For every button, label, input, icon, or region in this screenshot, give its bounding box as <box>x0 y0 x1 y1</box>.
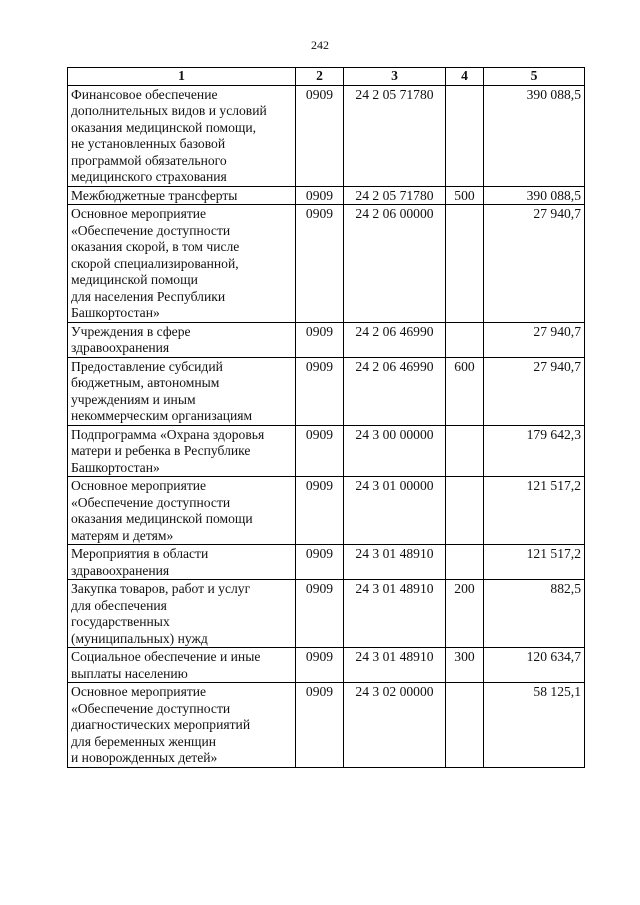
row-target-cell: 24 3 01 48910 <box>344 580 446 648</box>
table-row <box>68 477 585 545</box>
row-target-cell: 24 2 05 71780 <box>344 85 446 186</box>
row-name-cell: Мероприятия в области здравоохранения <box>68 545 296 580</box>
budget-table <box>67 67 585 768</box>
row-type-cell <box>446 322 484 357</box>
row-type-cell: 300 <box>446 648 484 683</box>
row-name-cell: Финансовое обеспечение дополнительных видов и условий оказания медицинской помощи, не установленных базовой программой обязательного медицинского страхования <box>68 85 296 186</box>
table-row <box>68 205 585 323</box>
row-name-cell: Основное мероприятие «Обеспечение доступности диагностических мероприятий для беременных женщин и новорожденных детей» <box>68 683 296 768</box>
header-row <box>68 68 585 86</box>
table-row <box>68 186 585 205</box>
row-target-cell: 24 3 02 00000 <box>344 683 446 768</box>
row-section-cell: 0909 <box>296 425 344 477</box>
row-amount-cell: 27 940,7 <box>484 322 585 357</box>
row-type-cell: 500 <box>446 186 484 205</box>
row-section-cell: 0909 <box>296 186 344 205</box>
table-row <box>68 683 585 768</box>
row-amount-cell: 882,5 <box>484 580 585 648</box>
row-type-cell <box>446 425 484 477</box>
row-section-cell: 0909 <box>296 477 344 545</box>
row-section-cell: 0909 <box>296 205 344 323</box>
row-amount-cell: 121 517,2 <box>484 545 585 580</box>
row-amount-cell: 27 940,7 <box>484 205 585 323</box>
header-col-2: 2 <box>296 68 344 86</box>
row-section-cell: 0909 <box>296 683 344 768</box>
row-target-cell: 24 2 06 46990 <box>344 357 446 425</box>
row-target-cell: 24 3 00 00000 <box>344 425 446 477</box>
page-number: 242 <box>311 38 329 52</box>
row-amount-cell: 120 634,7 <box>484 648 585 683</box>
header-col-5: 5 <box>484 68 585 86</box>
row-amount-cell: 121 517,2 <box>484 477 585 545</box>
row-target-cell: 24 3 01 48910 <box>344 648 446 683</box>
row-section-cell: 0909 <box>296 545 344 580</box>
row-target-cell: 24 2 06 46990 <box>344 322 446 357</box>
row-type-cell <box>446 683 484 768</box>
row-amount-cell: 58 125,1 <box>484 683 585 768</box>
row-target-cell: 24 3 01 00000 <box>344 477 446 545</box>
header-col-4: 4 <box>446 68 484 86</box>
table-row <box>68 580 585 648</box>
table-row <box>68 545 585 580</box>
row-amount-cell: 390 088,5 <box>484 85 585 186</box>
row-name-cell: Основное мероприятие «Обеспечение доступности оказания медицинской помощи матерям и детям» <box>68 477 296 545</box>
table-header <box>68 68 585 86</box>
row-type-cell <box>446 545 484 580</box>
row-section-cell: 0909 <box>296 357 344 425</box>
row-type-cell <box>446 85 484 186</box>
row-name-cell: Основное мероприятие «Обеспечение доступности оказания скорой, в том числе скорой специализированной, медицинской помощи для населения Республики Башкортостан» <box>68 205 296 323</box>
table-row <box>68 322 585 357</box>
row-amount-cell: 390 088,5 <box>484 186 585 205</box>
row-name-cell: Закупка товаров, работ и услуг для обеспечения государственных (муниципальных) нужд <box>68 580 296 648</box>
table-row <box>68 648 585 683</box>
header-col-3: 3 <box>344 68 446 86</box>
row-name-cell: Социальное обеспечение и иные выплаты населению <box>68 648 296 683</box>
row-target-cell: 24 2 05 71780 <box>344 186 446 205</box>
table-row <box>68 85 585 186</box>
row-section-cell: 0909 <box>296 85 344 186</box>
table-body <box>68 85 585 767</box>
row-type-cell <box>446 477 484 545</box>
row-type-cell <box>446 205 484 323</box>
row-name-cell: Учреждения в сфере здравоохранения <box>68 322 296 357</box>
row-section-cell: 0909 <box>296 322 344 357</box>
row-section-cell: 0909 <box>296 648 344 683</box>
table-row <box>68 425 585 477</box>
row-name-cell: Предоставление субсидий бюджетным, автономным учреждениям и иным некоммерческим организациям <box>68 357 296 425</box>
table-row <box>68 357 585 425</box>
row-name-cell: Межбюджетные трансферты <box>68 186 296 205</box>
row-target-cell: 24 2 06 00000 <box>344 205 446 323</box>
row-name-cell: Подпрограмма «Охрана здоровья матери и ребенка в Республике Башкортостан» <box>68 425 296 477</box>
row-type-cell: 200 <box>446 580 484 648</box>
header-col-1: 1 <box>68 68 296 86</box>
row-target-cell: 24 3 01 48910 <box>344 545 446 580</box>
row-type-cell: 600 <box>446 357 484 425</box>
row-amount-cell: 179 642,3 <box>484 425 585 477</box>
row-section-cell: 0909 <box>296 580 344 648</box>
row-amount-cell: 27 940,7 <box>484 357 585 425</box>
